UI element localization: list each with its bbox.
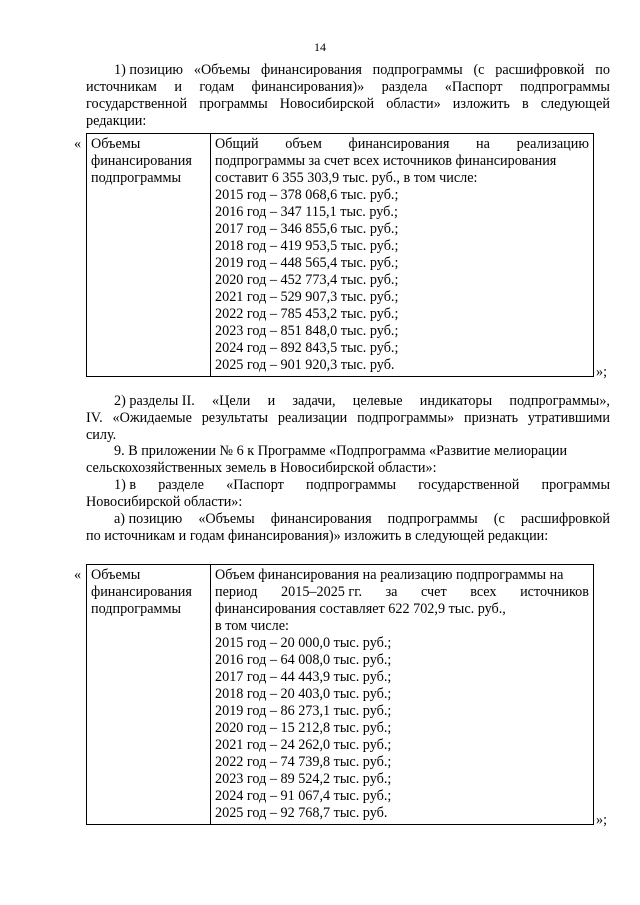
year-amount: 2022 год – 74 739,8 тыс. руб.; bbox=[215, 754, 392, 770]
word: 2) разделы II. bbox=[114, 393, 195, 409]
label-line: подпрограммы bbox=[91, 601, 181, 617]
word: финансирования bbox=[348, 136, 450, 152]
word: государственной bbox=[86, 96, 188, 112]
word: подпрограммы bbox=[387, 511, 478, 527]
word: финансирования bbox=[270, 511, 372, 527]
word: «Объемы bbox=[193, 62, 251, 78]
year-amount: 2025 год – 901 920,3 тыс. руб. bbox=[215, 357, 395, 373]
para5-line2: по источникам и годам финансирования)» изложить в следующей редакции: bbox=[86, 528, 549, 544]
paragraph-1 bbox=[86, 62, 610, 130]
intro-line: финансирования составляет 622 702,9 тыс. руб., bbox=[215, 601, 506, 617]
word: источников bbox=[520, 584, 589, 600]
word: «Паспорт bbox=[444, 79, 503, 95]
year-amount: 2018 год – 419 953,5 тыс. руб.; bbox=[215, 238, 399, 254]
word: «Ожидаемые bbox=[112, 410, 192, 426]
word: Новосибирской bbox=[279, 96, 375, 112]
word: индикаторы bbox=[419, 393, 493, 409]
word: расшифровкой bbox=[520, 511, 610, 527]
paragraph-4 bbox=[86, 477, 610, 511]
close-quote: »; bbox=[596, 364, 608, 380]
close-quote: »; bbox=[596, 812, 608, 828]
word: задачи, bbox=[292, 393, 336, 409]
word: 1) позицию bbox=[114, 62, 184, 78]
label-line: финансирования bbox=[91, 153, 192, 169]
year-amount: 2020 год – 15 212,8 тыс. руб.; bbox=[215, 720, 392, 736]
value-cell bbox=[211, 565, 594, 825]
table-row bbox=[87, 565, 594, 825]
para2-line2 bbox=[86, 410, 610, 427]
year-amount: 2025 год – 92 768,7 тыс. руб. bbox=[215, 805, 388, 821]
year-amount: 2017 год – 346 855,6 тыс. руб.; bbox=[215, 221, 399, 237]
word: «Паспорт bbox=[226, 477, 284, 493]
word: IV. bbox=[86, 410, 103, 426]
open-quote: « bbox=[74, 136, 82, 152]
word: финансирования)» bbox=[251, 79, 365, 95]
word: разделе bbox=[158, 477, 204, 493]
label-cell bbox=[87, 134, 211, 377]
word: «Цели bbox=[212, 393, 251, 409]
word: счет bbox=[421, 584, 447, 600]
word: области» bbox=[386, 96, 441, 112]
word: подпрограммы bbox=[372, 62, 463, 78]
word: утратившими bbox=[527, 410, 610, 426]
para1-line2 bbox=[86, 79, 610, 96]
para4-line1 bbox=[86, 477, 610, 494]
year-amount: 2015 год – 378 068,6 тыс. руб.; bbox=[215, 187, 399, 203]
paragraph-2 bbox=[86, 393, 610, 444]
word: расшифровкой bbox=[495, 62, 585, 78]
word: признать bbox=[464, 410, 519, 426]
funding-table-1 bbox=[86, 133, 594, 377]
word: финансирования bbox=[261, 62, 362, 78]
table-row bbox=[87, 134, 594, 377]
word: реализации bbox=[277, 410, 348, 426]
word: по bbox=[595, 62, 610, 78]
para3-line2: сельскохозяйственных земель в Новосибирской области»: bbox=[86, 460, 437, 476]
para2-line1 bbox=[86, 393, 610, 410]
word: годам bbox=[199, 79, 235, 95]
word: подпрограммы» bbox=[357, 410, 455, 426]
para1-line3 bbox=[86, 96, 610, 113]
word: подпрограммы bbox=[306, 477, 396, 493]
label-line: финансирования bbox=[91, 584, 192, 600]
word: государственной bbox=[418, 477, 520, 493]
funding-table-2 bbox=[86, 564, 594, 825]
label-line: Объемы bbox=[91, 136, 141, 152]
word: (с bbox=[493, 511, 505, 527]
word: следующей bbox=[540, 96, 610, 112]
word: и bbox=[267, 393, 276, 409]
para2-line3: силу. bbox=[86, 427, 117, 443]
word: результаты bbox=[201, 410, 269, 426]
open-quote: « bbox=[74, 567, 82, 583]
intro-line bbox=[215, 136, 589, 153]
word: «Объемы bbox=[198, 511, 255, 527]
word: всех bbox=[470, 584, 497, 600]
year-amount: 2023 год – 851 848,0 тыс. руб.; bbox=[215, 323, 399, 339]
page-number: 14 bbox=[314, 40, 326, 54]
year-amount: 2024 год – 892 843,5 тыс. руб.; bbox=[215, 340, 399, 356]
year-amount: 2019 год – 86 273,1 тыс. руб.; bbox=[215, 703, 392, 719]
year-amount: 2019 год – 448 565,4 тыс. руб.; bbox=[215, 255, 399, 271]
year-amount: 2017 год – 44 443,9 тыс. руб.; bbox=[215, 669, 392, 685]
paragraph-3 bbox=[86, 443, 610, 477]
word: раздела bbox=[381, 79, 428, 95]
word: подпрограммы», bbox=[509, 393, 610, 409]
year-amount: 2024 год – 91 067,4 тыс. руб.; bbox=[215, 788, 392, 804]
word: а) позицию bbox=[114, 511, 183, 527]
word: программы bbox=[541, 477, 610, 493]
word: (с bbox=[473, 62, 485, 78]
word: за bbox=[385, 584, 398, 600]
year-amount: 2016 год – 64 008,0 тыс. руб.; bbox=[215, 652, 392, 668]
year-amount: 2015 год – 20 000,0 тыс. руб.; bbox=[215, 635, 392, 651]
value-cell bbox=[211, 134, 594, 377]
year-amount: 2021 год – 529 907,3 тыс. руб.; bbox=[215, 289, 399, 305]
word: 1) в bbox=[114, 477, 137, 493]
word: 2015–2025 гг. bbox=[281, 584, 363, 600]
year-amount: 2018 год – 20 403,0 тыс. руб.; bbox=[215, 686, 392, 702]
word: объем bbox=[285, 136, 322, 152]
word: изложить bbox=[452, 96, 510, 112]
para1-line4: редакции: bbox=[86, 113, 147, 129]
word: программы bbox=[199, 96, 268, 112]
word: Общий bbox=[215, 136, 259, 152]
word: период bbox=[215, 584, 258, 600]
year-amount: 2021 год – 24 262,0 тыс. руб.; bbox=[215, 737, 392, 753]
word: на bbox=[476, 136, 490, 152]
label-line: Объемы bbox=[91, 567, 141, 583]
paragraph-5 bbox=[86, 511, 610, 545]
word: в bbox=[521, 96, 529, 112]
para5-line1 bbox=[86, 511, 610, 528]
para1-line1 bbox=[86, 62, 610, 79]
word: реализацию bbox=[516, 136, 589, 152]
label-cell bbox=[87, 565, 211, 825]
intro-line: в том числе: bbox=[215, 618, 289, 634]
intro-line: подпрограммы за счет всех источников финансирования bbox=[215, 153, 557, 169]
word: целевые bbox=[352, 393, 403, 409]
word: источникам bbox=[86, 79, 157, 95]
word: и bbox=[174, 79, 182, 95]
para3-line1: 9. В приложении № 6 к Программе «Подпрограмма «Развитие мелиорации bbox=[114, 443, 568, 459]
para4-line2: Новосибирской области»: bbox=[86, 494, 243, 510]
year-amount: 2016 год – 347 115,1 тыс. руб.; bbox=[215, 204, 398, 220]
label-line: подпрограммы bbox=[91, 170, 181, 186]
year-amount: 2020 год – 452 773,4 тыс. руб.; bbox=[215, 272, 399, 288]
intro-line: составит 6 355 303,9 тыс. руб., в том числе: bbox=[215, 170, 478, 186]
year-amount: 2022 год – 785 453,2 тыс. руб.; bbox=[215, 306, 399, 322]
intro-line bbox=[215, 584, 589, 601]
word: подпрограммы bbox=[519, 79, 610, 95]
year-amount: 2023 год – 89 524,2 тыс. руб.; bbox=[215, 771, 392, 787]
intro-line: Объем финансирования на реализацию подпрограммы на bbox=[215, 567, 564, 583]
